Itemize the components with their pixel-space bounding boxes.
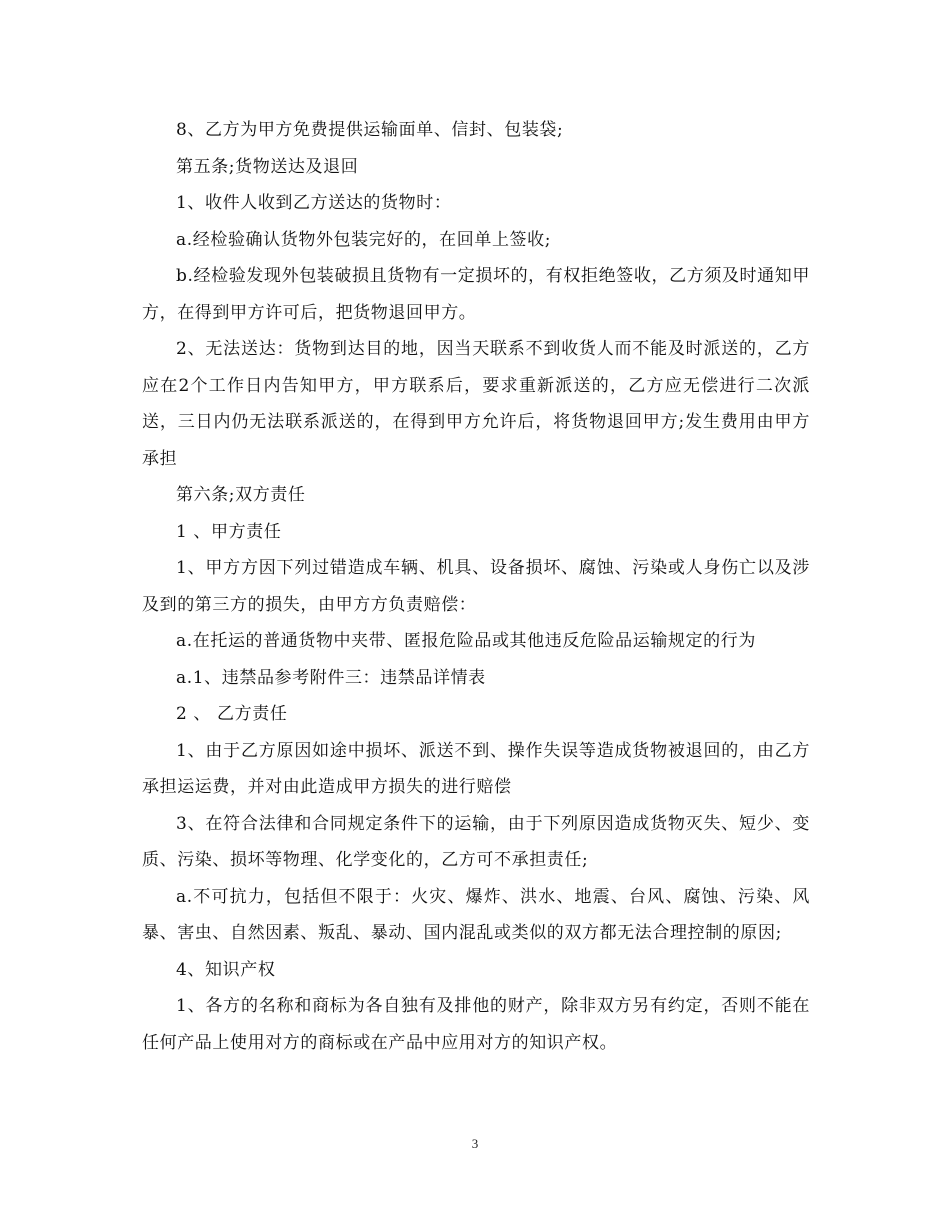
paragraph-6: 2、无法送达：货物到达目的地，因当天联系不到收货人而不能及时派送的，乙方应在2个工作日内告知甲方，甲方联系后，要求重新派送的，乙方应无偿进行二次派送，三日内仍无法联系派送的，在得到甲方允许后，将货物退回甲方;发生费用由甲方承担	[142, 339, 810, 469]
paragraph-8: 1 、甲方责任	[176, 521, 282, 542]
page-number: 3	[471, 1136, 479, 1151]
paragraph-12: 2 、 乙方责任	[176, 704, 288, 724]
paragraph-13: 1、由于乙方原因如途中损坏、派送不到、操作失误等造成货物被退回的，由乙方承担运运费，并对由此造成甲方损失的进行赔偿	[142, 740, 810, 797]
paragraph-4: a.经检验确认货物外包装完好的，在回单上签收;	[176, 229, 552, 250]
paragraph-5: b.经检验发现外包装破损且货物有一定损坏的，有权拒绝签收，乙方须及时通知甲方，在得到甲方许可后，把货物退回甲方。	[142, 266, 810, 323]
paragraph-14: 3、在符合法律和合同规定条件下的运输，由于下列原因造成货物灭失、短少、变质、污染、损坏等物理、化学变化的，乙方可不承担责任;	[142, 813, 810, 870]
paragraph-17: 1、各方的名称和商标为各自独有及排他的财产，除非双方另有约定，否则不能在任何产品上使用对方的商标或在产品中应用对方的知识产权。	[142, 996, 810, 1053]
paragraph-7: 第六条;双方责任	[176, 485, 306, 505]
paragraph-16: 4、知识产权	[176, 959, 276, 980]
paragraph-9: 1、甲方方因下列过错造成车辆、机具、设备损坏、腐蚀、污染或人身伤亡以及涉及到的第三方的损失，由甲方方负责赔偿：	[142, 558, 810, 615]
paragraph-1: 8、乙方为甲方免费提供运输面单、信封、包装袋;	[176, 120, 564, 140]
document-body	[142, 112, 810, 1061]
paragraph-11: a.1、违禁品参考附件三：违禁品详情表	[176, 667, 486, 688]
paragraph-2: 第五条;货物送达及退回	[176, 156, 359, 177]
paragraph-15: a.不可抗力，包括但不限于：火灾、爆炸、洪水、地震、台风、腐蚀、污染、风暴、害虫、自然因素、叛乱、暴动、国内混乱或类似的双方都无法合理控制的原因;	[142, 886, 810, 943]
paragraph-3: 1、收件人收到乙方送达的货物时：	[176, 193, 452, 213]
paragraph-10: a.在托运的普通货物中夹带、匿报危险品或其他违反危险品运输规定的行为	[176, 631, 756, 651]
